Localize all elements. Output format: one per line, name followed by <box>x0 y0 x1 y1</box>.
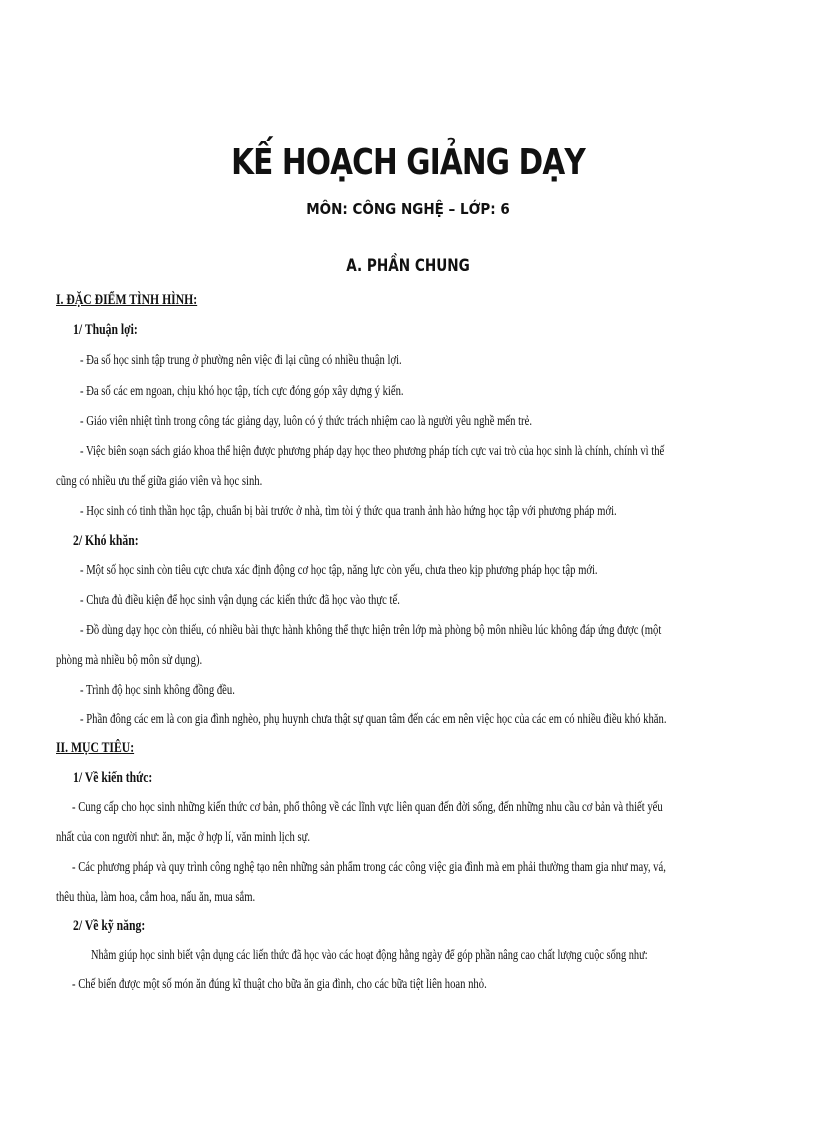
difficulty-item-continued: phòng mà nhiều bộ môn sử dụng). <box>56 653 203 668</box>
difficulties-heading: 2/ Khó khăn: <box>73 533 139 549</box>
difficulty-item: - Một số học sinh còn tiêu cực chưa xác định động cơ học tập, năng lực còn yếu, chưa theo kịp phương pháp học tập mới. <box>80 563 598 578</box>
skills-heading: 2/ Về kỹ năng: <box>73 918 146 934</box>
section-a-heading: A. PHẦN CHUNG <box>346 256 470 276</box>
advantage-item: - Đa số học sinh tập trung ở phường nên việc đi lại cũng có nhiều thuận lợi. <box>80 353 402 368</box>
knowledge-item-continued: thêu thùa, làm hoa, cắm hoa, nấu ăn, mua sắm. <box>56 890 256 905</box>
knowledge-item: - Cung cấp cho học sinh những kiến thức cơ bản, phổ thông về các lĩnh vực liên quan đến đời sống, đến những nhu cầu cơ bản và thiết yếu <box>72 800 663 815</box>
advantage-item: - Việc biên soạn sách giáo khoa thể hiện được phương pháp dạy học theo phương pháp tích cực vai trò của học sinh là chính, chính vì thế <box>80 444 665 459</box>
advantage-item: - Giáo viên nhiệt tình trong công tác giảng dạy, luôn có ý thức trách nhiệm cao là người yêu nghề mến trẻ. <box>80 414 532 429</box>
document-title: KẾ HOẠCH GIẢNG DẠY <box>231 142 585 183</box>
skills-intro: Nhằm giúp học sinh biết vận dụng các liến thức đã học vào các hoạt động hằng ngày để góp phần nâng cao chất lượng cuộc sống như: <box>91 948 648 963</box>
document-subtitle: MÔN: CÔNG NGHỆ – LỚP: 6 <box>306 200 510 218</box>
difficulty-item: - Trình độ học sinh không đồng đều. <box>80 683 235 698</box>
difficulty-item: - Đồ dùng dạy học còn thiếu, có nhiều bài thực hành không thể thực hiện trên lớp mà phòng bộ môn nhiều lúc không đáp ứng được (một <box>80 623 662 638</box>
advantage-item: - Đa số các em ngoan, chịu khó học tập, tích cực đóng góp xây dựng ý kiến. <box>80 384 404 399</box>
difficulty-item: - Phần đông các em là con gia đình nghèo, phụ huynh chưa thật sự quan tâm đến các em nên việc học của các em có nhiều điều khó khăn. <box>80 712 667 727</box>
difficulty-item: - Chưa đủ điều kiện để học sinh vận dụng các kiến thức đã học vào thực tế. <box>80 593 400 608</box>
advantages-heading: 1/ Thuận lợi: <box>73 322 138 338</box>
knowledge-heading: 1/ Về kiến thức: <box>73 770 153 786</box>
advantage-item: - Học sinh có tinh thần học tập, chuẩn bị bài trước ở nhà, tìm tòi ý thức qua tranh ảnh hào hứng học tập với phương pháp mới. <box>80 504 617 519</box>
section-2-heading: II. MỤC TIÊU: <box>56 740 135 756</box>
advantage-item-continued: cũng có nhiều ưu thế giữa giáo viên và học sinh. <box>56 474 263 489</box>
section-1-heading: I. ĐẶC ĐIỂM TÌNH HÌNH: <box>56 292 198 308</box>
skill-item: - Chế biến được một số món ăn đúng kĩ thuật cho bữa ăn gia đình, cho các bữa tiệt liên hoan nhỏ. <box>72 977 487 992</box>
knowledge-item: - Các phương pháp và quy trình công nghệ tạo nên những sản phẩm trong các công việc gia đình mà em phải thường tham gia như may, vá, <box>72 860 666 875</box>
knowledge-item-continued: nhất của con người như: ăn, mặc ở hợp lí, văn minh lịch sự. <box>56 830 311 845</box>
